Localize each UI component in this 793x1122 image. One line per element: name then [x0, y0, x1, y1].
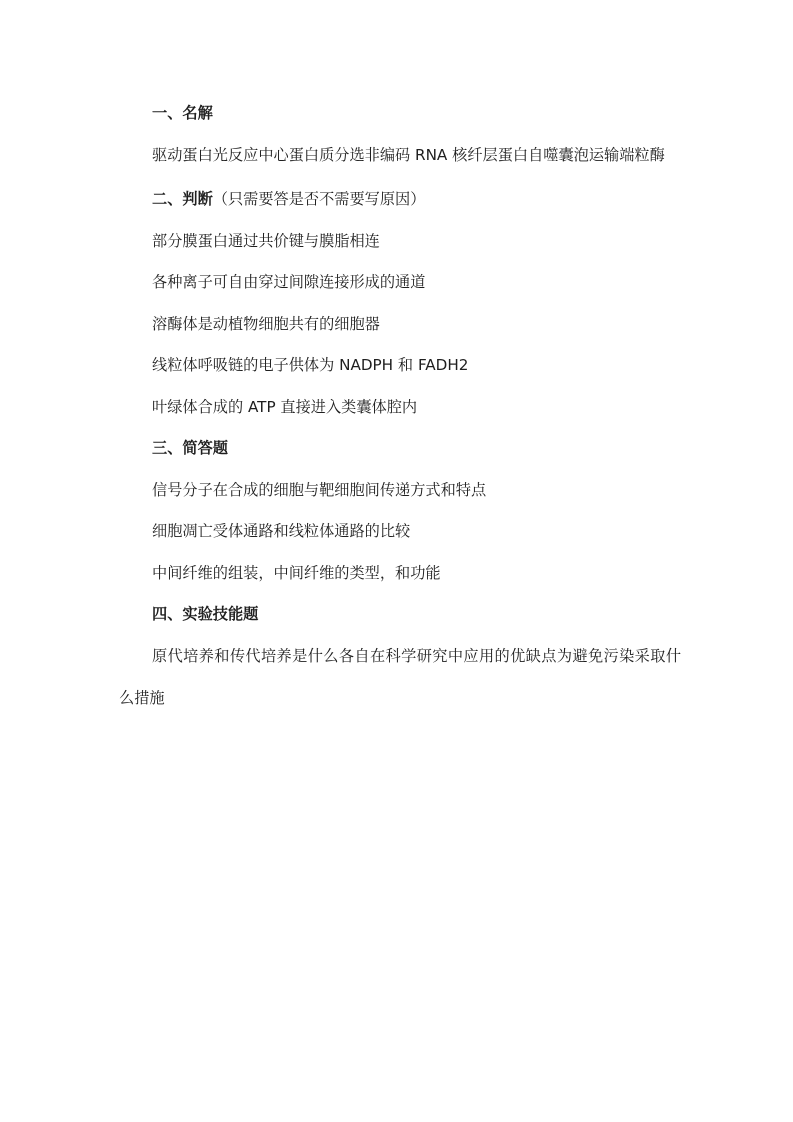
section-heading-4: 四、实验技能题	[152, 605, 259, 623]
section-1-body: 驱动蛋白光反应中心蛋白质分选非编码 RNA 核纤层蛋白自噬囊泡运输端粒酶	[152, 146, 665, 164]
judgment-item: 溶酶体是动植物细胞共有的细胞器	[152, 314, 380, 333]
judgment-item: 部分膜蛋白通过共价键与膜脂相连	[152, 231, 380, 250]
section-4-body: 原代培养和传代培养是什么各自在科学研究中应用的优缺点为避免污染采取什么措施	[119, 647, 681, 707]
judgment-item: 各种离子可自由穿过间隙连接形成的通道	[152, 273, 426, 291]
document-content	[119, 103, 681, 719]
section-heading-3: 三、简答题	[152, 439, 228, 457]
section-heading-1: 一、名解	[152, 104, 213, 122]
judgment-item: 叶绿体合成的 ATP 直接进入类囊体腔内	[152, 397, 418, 416]
short-answer-item: 信号分子在合成的细胞与靶细胞间传递方式和特点	[152, 480, 487, 499]
section-heading-2-note: （只需要答是否不需要写原因）	[212, 190, 426, 208]
judgment-item: 线粒体呼吸链的电子供体为 NADPH 和 FADH2	[152, 356, 469, 374]
short-answer-item: 细胞凋亡受体通路和线粒体通路的比较	[152, 522, 411, 540]
short-answer-item: 中间纤维的组装，中间纤维的类型，和功能	[152, 563, 441, 582]
section-heading-2	[119, 189, 681, 209]
section-heading-2-title: 二、判断	[152, 190, 213, 208]
